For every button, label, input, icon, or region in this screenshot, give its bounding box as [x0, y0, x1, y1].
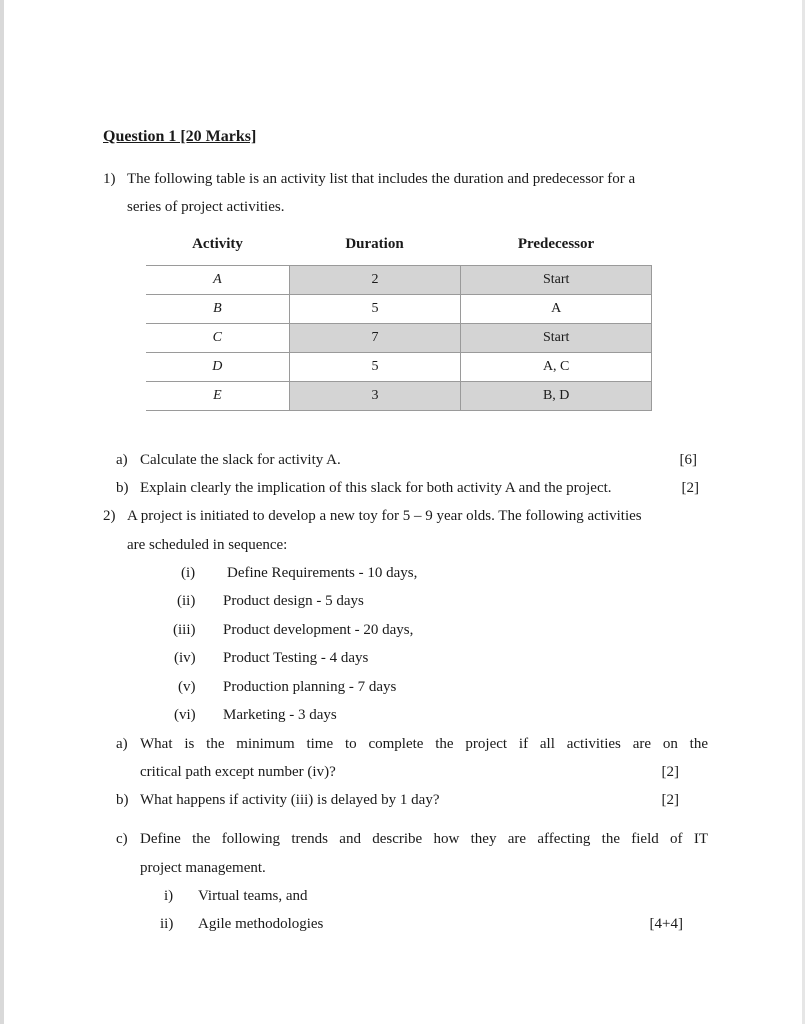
q2-activity-num: (iv) — [174, 650, 196, 666]
q1-intro-line1: The following table is an activity list that includes the duration and predecessor for a — [127, 171, 636, 187]
q2c-item-num: i) — [164, 888, 174, 904]
q2c-line1: Define the following trends and describe how they are affecting the field of IT — [140, 831, 708, 847]
cell-predecessor: A, C — [461, 353, 652, 382]
q1b-marks: [2] — [681, 480, 699, 496]
q2-intro-line2: are scheduled in sequence: — [127, 537, 288, 553]
q2-activity-text: Product design - 5 days — [223, 593, 364, 609]
q2c-item-text: Agile methodologies — [198, 916, 324, 932]
q2b-text: What happens if activity (iii) is delayed by 1 day? — [140, 792, 440, 808]
table-header-predecessor: Predecessor — [517, 236, 595, 252]
q2-activity-num: (i) — [181, 565, 196, 581]
table-row — [146, 324, 652, 353]
cell-duration: 5 — [289, 353, 461, 382]
cell-activity: A — [146, 266, 289, 295]
table-row — [146, 382, 652, 411]
cell-predecessor: Start — [461, 324, 652, 353]
cell-activity: E — [146, 382, 289, 411]
q2-activity-num: (v) — [178, 679, 196, 695]
cell-predecessor: B, D — [461, 382, 652, 411]
page-edge-left — [0, 0, 4, 1024]
cell-duration: 2 — [289, 266, 461, 295]
table-row — [146, 266, 652, 295]
cell-duration: 3 — [289, 382, 461, 411]
q2-intro-line1: A project is initiated to develop a new toy for 5 – 9 year olds. The following activities — [127, 508, 642, 524]
q2a-line1: What is the minimum time to complete the project if all activities are on the — [140, 736, 708, 752]
q1a-label: a) — [116, 452, 128, 468]
q2-activity-text: Product Testing - 4 days — [223, 650, 369, 666]
q2a-line2: critical path except number (iv)? — [140, 764, 336, 780]
q2c-label: c) — [116, 831, 128, 847]
q2-number: 2) — [103, 508, 116, 524]
table-row — [146, 353, 652, 382]
q2b-marks: [2] — [661, 792, 679, 808]
q1a-text: Calculate the slack for activity A. — [140, 452, 341, 468]
q2a-label: a) — [116, 736, 128, 752]
q2-activity-text: Define Requirements - 10 days, — [227, 565, 418, 581]
q2c-line2: project management. — [140, 860, 266, 876]
cell-duration: 5 — [289, 295, 461, 324]
q2a-marks: [2] — [661, 764, 679, 780]
q1b-label: b) — [116, 480, 129, 496]
table-header-duration: Duration — [345, 236, 404, 252]
q2b-label: b) — [116, 792, 129, 808]
cell-predecessor: Start — [461, 266, 652, 295]
table-row — [146, 295, 652, 324]
cell-duration: 7 — [289, 324, 461, 353]
cell-activity: B — [146, 295, 289, 324]
q2c-marks: [4+4] — [649, 916, 683, 932]
cell-predecessor: A — [461, 295, 652, 324]
q2-activity-text: Product development - 20 days, — [223, 622, 414, 638]
q1-intro-line2: series of project activities. — [127, 199, 285, 215]
q2-activity-num: (ii) — [177, 593, 196, 609]
activity-table — [146, 265, 652, 411]
q2-activity-num: (vi) — [174, 707, 196, 723]
q2-activity-text: Marketing - 3 days — [223, 707, 337, 723]
cell-activity: D — [146, 353, 289, 382]
q2c-item-text: Virtual teams, and — [198, 888, 308, 904]
q1a-marks: [6] — [679, 452, 697, 468]
q2c-item-num: ii) — [160, 916, 174, 932]
question-title: Question 1 [20 Marks] — [103, 128, 257, 145]
cell-activity: C — [146, 324, 289, 353]
q2-activity-num: (iii) — [173, 622, 196, 638]
q1-number: 1) — [103, 171, 116, 187]
q2-activity-text: Production planning - 7 days — [223, 679, 397, 695]
table-header-activity: Activity — [192, 236, 243, 252]
q1b-text: Explain clearly the implication of this slack for both activity A and the project. — [140, 480, 612, 496]
